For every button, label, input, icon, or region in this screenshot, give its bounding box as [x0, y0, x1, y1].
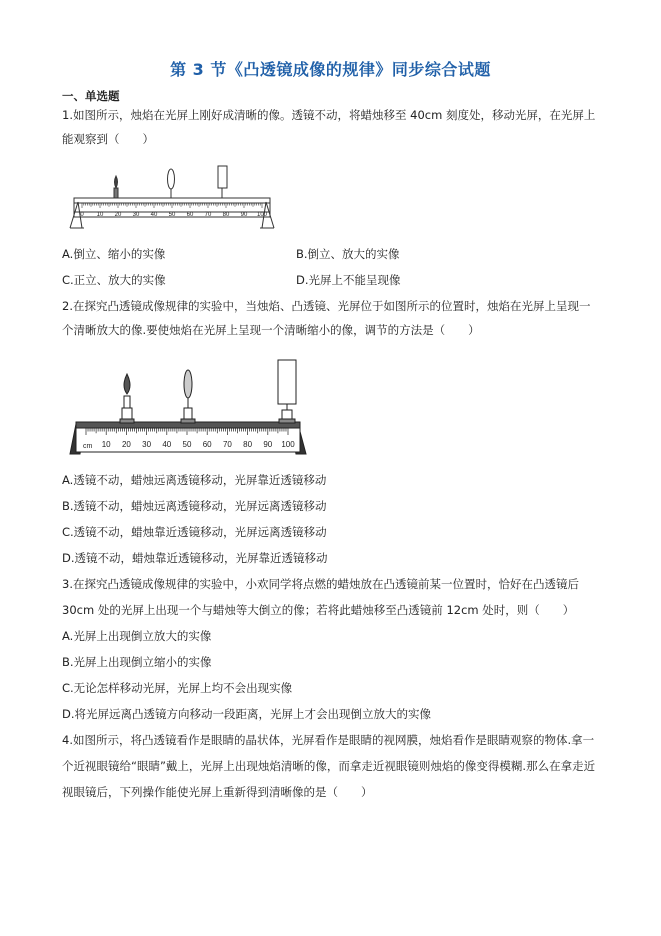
ruler-label: 60	[202, 440, 212, 449]
q2-ruler-unit: cm	[83, 443, 93, 450]
ruler-label: 90	[263, 440, 273, 449]
q3-stem-line2: 30cm 处的光屏上出现一个与蜡烛等大倒立的像；若将此蜡烛移至凸透镜前 12cm 处时，则（ ）	[62, 603, 575, 617]
q3-option-c[interactable]: C.无论怎样移动光屏，光屏上均不会出现实像	[62, 681, 293, 695]
ruler-label: 70	[222, 440, 232, 449]
ruler-label: 20	[121, 440, 131, 449]
q2-option-d[interactable]: D.透镜不动，蜡烛靠近透镜移动，光屏靠近透镜移动	[62, 551, 328, 565]
ruler-label: 10	[96, 212, 104, 218]
q3-stem-line1: 3.在探究凸透镜成像规律的实验中，小欢同学将点燃的蜡烛放在凸透镜前某一位置时，恰好在凸透镜后	[62, 577, 579, 591]
q2-option-c[interactable]: C.透镜不动，蜡烛靠近透镜移动，光屏远离透镜移动	[62, 525, 327, 539]
ruler-label: 40	[150, 212, 158, 218]
q4-stem-line1: 4.如图所示，将凸透镜看作是眼睛的晶状体，光屏看作是眼睛的视网膜，烛焰看作是眼睛观察的物体.拿一	[62, 733, 595, 747]
q2-option-b[interactable]: B.透镜不动，蜡烛远离透镜移动，光屏远离透镜移动	[62, 499, 327, 513]
ruler-label: 30	[142, 440, 152, 449]
q1-option-a[interactable]: A.倒立、缩小的实像	[62, 247, 166, 261]
ruler-label: 50	[182, 440, 192, 449]
q3-option-d[interactable]: D.将光屏远离凸透镜方向移动一段距离，光屏上才会出现倒立放大的实像	[62, 707, 432, 721]
q4-stem-line3: 视眼镜后，下列操作能使光屏上重新得到清晰像的是（ ）	[62, 785, 373, 799]
ruler-label: 50	[168, 212, 176, 218]
ruler-label: 90	[240, 212, 248, 218]
ruler-label: 70	[204, 212, 212, 218]
ruler-label: 20	[114, 212, 122, 218]
q1-optical-bench-figure	[66, 160, 278, 230]
q4-stem-line2: 个近视眼镜给“眼睛”戴上，光屏上出现烛焰清晰的像，而拿走近视眼镜则烛焰的像变得模糊.那么在拿走近	[62, 759, 596, 773]
q1-stem-line2: 能观察到（ ）	[62, 132, 154, 146]
ruler-label: 100	[281, 440, 295, 449]
ruler-label: 30	[132, 212, 140, 218]
ruler-label: 60	[186, 212, 194, 218]
q1-option-c[interactable]: C.正立、放大的实像	[62, 273, 166, 287]
q2-optical-bench-figure	[66, 356, 316, 458]
ruler-label: 80	[222, 212, 230, 218]
ruler-label: 100	[256, 212, 268, 218]
ruler-label: 40	[162, 440, 172, 449]
q1-option-d[interactable]: D.光屏上不能呈现像	[296, 273, 401, 287]
ruler-label: 10	[101, 440, 111, 449]
q2-stem-line2: 个清晰放大的像.要使烛焰在光屏上呈现一个清晰缩小的像，调节的方法是（ ）	[62, 323, 480, 337]
page-title: 第 3 节《凸透镜成像的规律》同步综合试题	[170, 60, 491, 79]
q3-option-a[interactable]: A.光屏上出现倒立放大的实像	[62, 629, 212, 643]
q1-option-b[interactable]: B.倒立、放大的实像	[296, 247, 400, 261]
section-heading: 一、单选题	[62, 89, 120, 103]
ruler-label: 80	[243, 440, 253, 449]
q1-stem-line1: 1.如图所示，烛焰在光屏上刚好成清晰的像。透镜不动，将蜡烛移至 40cm 刻度处，移动光屏，在光屏上	[62, 108, 596, 122]
ruler-label: 0	[80, 212, 84, 218]
q3-option-b[interactable]: B.光屏上出现倒立缩小的实像	[62, 655, 212, 669]
q2-stem-line1: 2.在探究凸透镜成像规律的实验中，当烛焰、凸透镜、光屏位于如图所示的位置时，烛焰在光屏上呈现一	[62, 299, 591, 313]
q2-option-a[interactable]: A.透镜不动，蜡烛远离透镜移动，光屏靠近透镜移动	[62, 473, 327, 487]
